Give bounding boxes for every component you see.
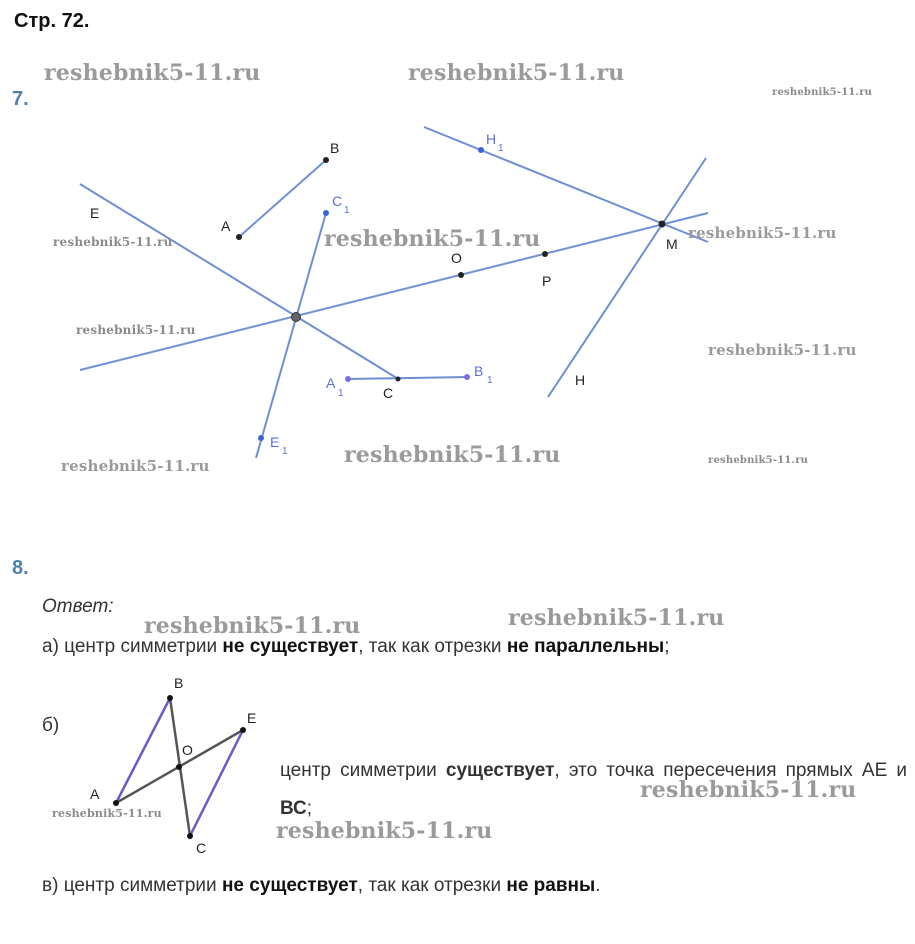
answer-a: а) центр симметрии не существует, так как отрезки не параллельны; [42,636,670,657]
point-m [659,221,666,228]
segment-a1b1 [348,377,467,379]
label-o: O [451,250,462,266]
answer-label: Ответ: [42,596,114,617]
watermark: reshebnik5-11.ru [52,807,162,820]
task-7-number: 7. [12,88,29,110]
point-h1 [478,147,484,153]
label-h1: H [486,131,497,147]
task-7-construction [0,110,915,480]
line-c1e1 [256,213,326,458]
line-eo [80,184,400,380]
label-o: O [182,742,193,758]
segment-ab [239,160,326,237]
watermark: reshebnik5-11.ru [76,323,196,337]
point-b [323,157,329,163]
watermark: reshebnik5-11.ru [708,341,857,359]
center-point [292,313,301,322]
answer-b-text: центр симметрии существует, это точка пересечения прямых АЕ и ВС; [280,760,907,819]
point-o [458,272,464,278]
point-a1 [345,376,351,382]
watermark: reshebnik5-11.ru [324,226,541,252]
label-e1: E [270,434,280,450]
label-c1-sub: 1 [344,205,350,216]
label-b1-sub: 1 [487,375,493,386]
page-title: Стр. 72. [14,10,90,32]
label-h1-sub: 1 [498,143,504,154]
watermark: reshebnik5-11.ru [144,613,361,639]
label-h: H [575,372,586,388]
watermark: reshebnik5-11.ru [708,455,809,466]
label-e1-sub: 1 [282,446,288,457]
label-a: A [90,786,100,802]
task-8-number: 8. [12,557,29,579]
point-b1 [464,374,470,380]
point-p [542,251,548,257]
answer-b-marker: б) [42,715,60,736]
answer-c: в) центр симметрии не существует, так как отрезки не равны. [42,875,601,896]
task-8-diagram [80,672,270,862]
label-b1: B [474,363,484,379]
watermark: reshebnik5-11.ru [408,60,625,86]
label-b: B [330,140,340,156]
watermark: reshebnik5-11.ru [508,605,725,631]
watermark: reshebnik5-11.ru [53,235,173,249]
watermark: reshebnik5-11.ru [640,777,857,803]
line-hm [548,158,706,397]
label-c1: C [332,193,343,209]
point-b [167,695,173,701]
point-a [113,800,119,806]
point-e1 [258,435,264,441]
label-a: A [221,218,231,234]
point-c1 [323,210,329,216]
label-e: E [90,205,100,221]
label-m: M [666,236,678,252]
point-e [240,727,246,733]
label-e: E [247,710,257,726]
point-c [187,833,193,839]
point-a [236,234,242,240]
label-c: C [383,385,394,401]
point-o [176,764,182,770]
label-a1: A [326,375,336,391]
watermark: reshebnik5-11.ru [772,87,873,98]
watermark: reshebnik5-11.ru [44,60,261,86]
watermark: reshebnik5-11.ru [276,818,493,844]
watermark: reshebnik5-11.ru [61,457,210,475]
label-c: C [196,840,207,856]
watermark: reshebnik5-11.ru [344,442,561,468]
label-a1-sub: 1 [338,388,344,399]
watermark: reshebnik5-11.ru [688,224,837,242]
label-b: B [174,675,184,691]
label-p: P [542,273,552,289]
point-c [396,377,401,382]
